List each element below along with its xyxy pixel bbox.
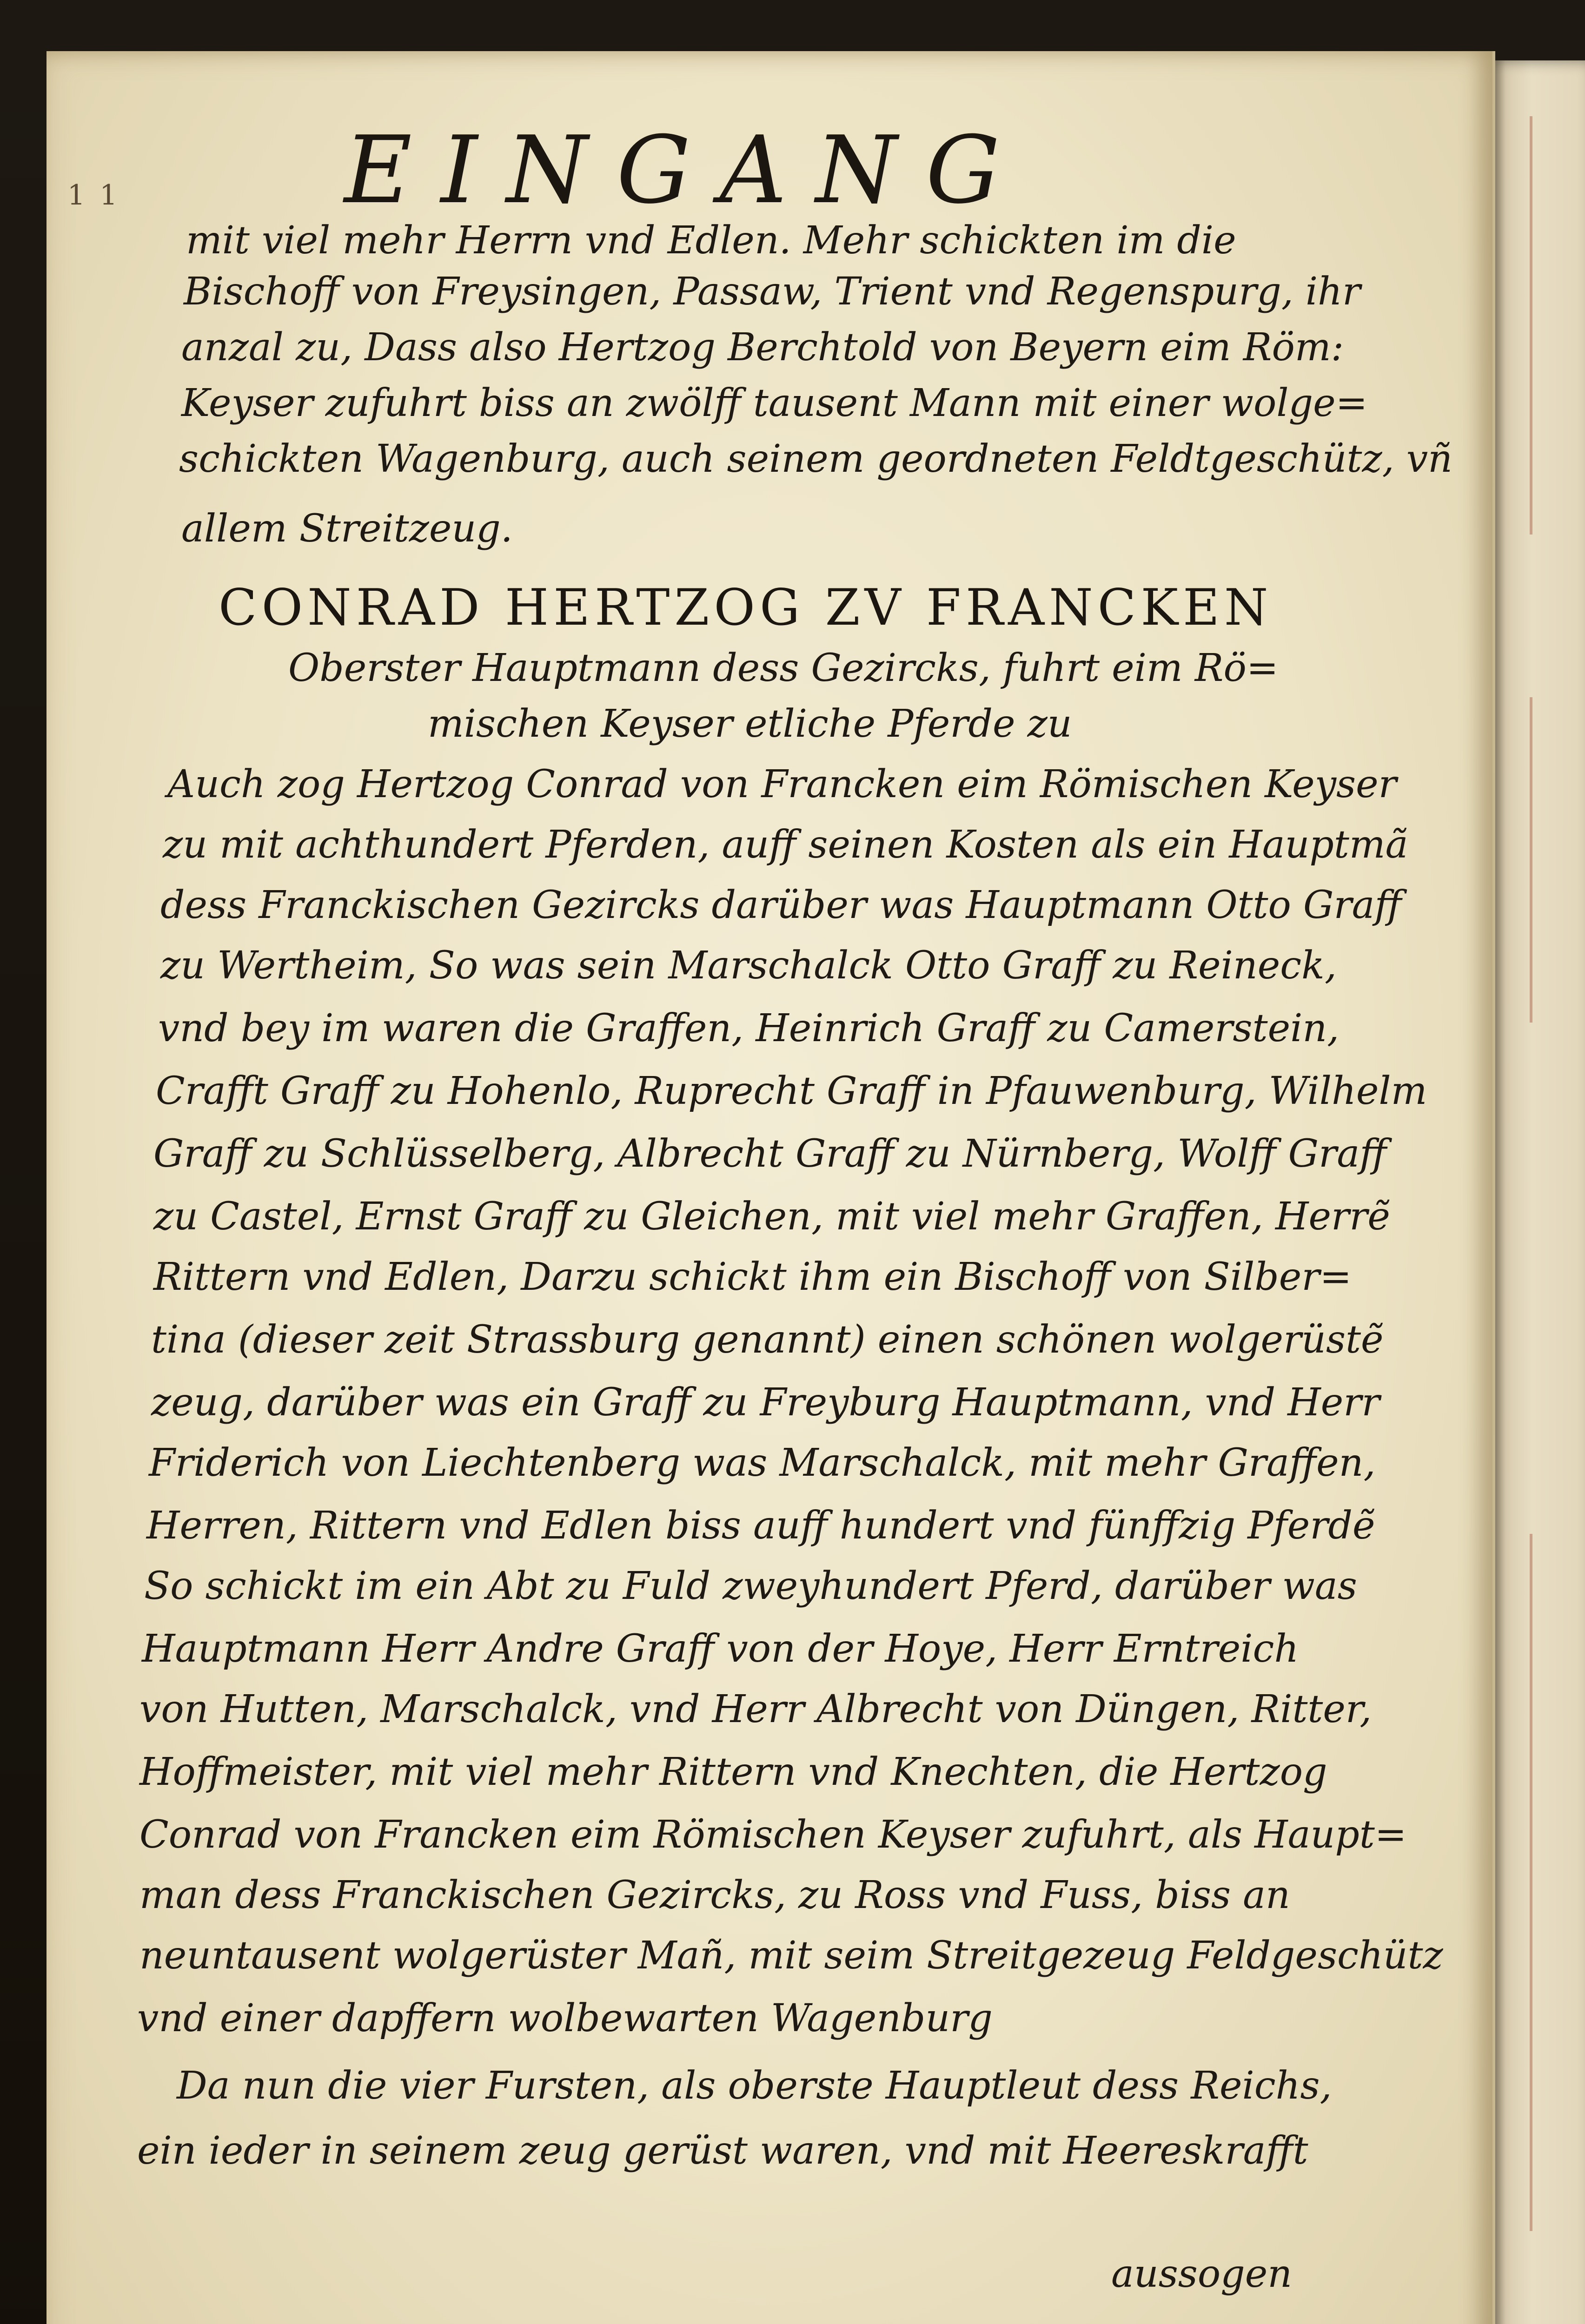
text-line: Graff zu Schlüsselberg, Albrecht Graff zu Nürnberg, Wolff Graff [153,1132,1387,1176]
text-line: Keyser zufuhrt biss an zwölff tausent Mann mit einer wolge= [181,381,1368,425]
text-line: von Hutten, Marschalck, vnd Herr Albrecht von Düngen, Ritter, [139,1687,1372,1731]
text-line: Conrad von Francken eim Römischen Keyser zufuhrt, als Haupt= [139,1813,1407,1857]
text-line: man dess Franckischen Gezircks, zu Ross vnd Fuss, biss an [139,1873,1290,1917]
text-line: vnd einer dapffern wolbewarten Wagenburg [137,1996,993,2040]
text-line: zu Castel, Ernst Graff zu Gleichen, mit viel mehr Graffen, Herrẽ [153,1195,1390,1239]
text-line: Friderich von Liechtenberg was Marschalck, mit mehr Graffen, [149,1441,1376,1485]
text-line: Hauptmann Herr Andre Graff von der Hoye, Herr Erntreich [142,1627,1299,1671]
text-line: ein ieder in seinem zeug gerüst waren, vnd mit Heereskrafft [137,2129,1308,2173]
text-line: anzal zu, Dass also Hertzog Berchtold von Beyern eim Röm: [181,325,1344,370]
text-line: allem Streitzeug. [181,507,513,551]
text-line: Auch zog Hertzog Conrad von Francken eim Römischen Keyser [167,762,1397,806]
page-heading: EINGANG [344,116,1029,224]
red-margin-rule [1530,116,1532,535]
text-line: tina (dieser zeit Strassburg genannt) einen schönen wolgerüstẽ [151,1318,1384,1362]
text-line: schickten Wagenburg, auch seinem geordneten Feldtgeschütz, vñ [179,437,1452,481]
text-line: Herren, Rittern vnd Edlen biss auff hundert vnd fünffzig Pferdẽ [146,1504,1375,1548]
section-title: CONRAD HERTZOG ZV FRANCKEN [219,579,1273,637]
red-margin-rule [1530,1534,1532,2231]
text-line: vnd bey im waren die Graffen, Heinrich Graff zu Camerstein, [158,1006,1340,1050]
text-line: So schickt im ein Abt zu Fuld zweyhundert Pferd, darüber was [144,1564,1357,1608]
text-line: zeug, darüber was ein Graff zu Freyburg Hauptmann, vnd Herr [151,1380,1380,1425]
text-line: neuntausent wolgerüster Mañ, mit seim Streitgezeug Feldgeschütz [139,1934,1443,1978]
text-line: mit viel mehr Herrn vnd Edlen. Mehr schickten im die [186,218,1236,263]
text-line: zu mit achthundert Pferden, auff seinen Kosten als ein Hauptmã [163,823,1408,867]
section-subtitle-line: Oberster Hauptmann dess Gezircks, fuhrt eim Rö= [288,646,1279,690]
text-line: Da nun die vier Fursten, als oberste Hauptleut dess Reichs, [177,2064,1332,2108]
red-margin-rule [1530,697,1532,1023]
section-subtitle-line: mischen Keyser etliche Pferde zu [428,702,1072,746]
text-line: Bischoff von Freysingen, Passaw, Trient vnd Regenspurg, ihr [184,270,1361,314]
text-line: dess Franckischen Gezircks darüber was Hauptmann Otto Graff [160,883,1402,927]
adjoining-page [1488,60,1585,2324]
text-line: zu Wertheim, So was sein Marschalck Otto Graff zu Reineck, [160,944,1337,988]
text-line: Rittern vnd Edlen, Darzu schickt ihm ein Bischoff von Silber= [153,1255,1352,1299]
text-line: Crafft Graff zu Hohenlo, Ruprecht Graff in Pfauwenburg, Wilhelm [156,1069,1427,1113]
text-line: Hoffmeister, mit viel mehr Rittern vnd Knechten, die Hertzog [139,1750,1327,1794]
catchword: aussogen [1111,2252,1293,2296]
margin-mark: 1 1 [67,179,120,211]
